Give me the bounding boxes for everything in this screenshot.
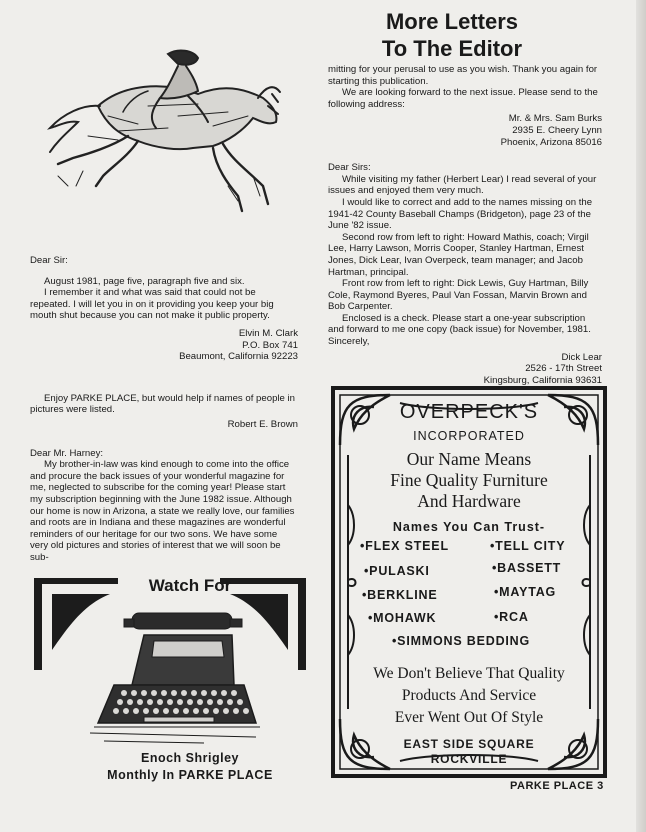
page-title-line2: To The Editor	[381, 36, 523, 61]
burks-signature-name: Mr. & Mrs. Sam Burks	[508, 113, 602, 125]
ad-quote-line1: We Don't Believe That Quality	[373, 665, 565, 682]
page-title	[330, 8, 574, 62]
clark-signature-address2: Beaumont, California 92223	[179, 351, 298, 363]
burks-paragraph-1: My brother-in-law was kind enough to come into the office and procure the back issues of your wonderful magazine for me, neglected to subscribe for the coming year! Please start my subscription beginning with the June 1982 issue. Although our home is now in Arizona, a state we really love, our families and roots are in Indiana and these magazines are wonderful reminders of our heritage for our two sons. We have some very old pictures and stories of interest that we will soon be sub-	[30, 459, 295, 563]
typewriter-illustration	[84, 605, 260, 747]
brand-item: •FLEX STEEL	[360, 539, 449, 553]
ad-address-line1: EAST SIDE SQUARE	[403, 737, 535, 751]
page-edge-shadow	[636, 0, 646, 832]
lear-signature-address2: Kingsburg, California 93631	[483, 374, 602, 386]
brand-item: •MOHAWK	[368, 611, 437, 625]
lear-signature-name: Dick Lear	[561, 351, 602, 363]
ad-slogan	[330, 449, 608, 512]
left-column	[30, 255, 298, 563]
brand-item: •MAYTAG	[494, 585, 557, 599]
page-title-line1: More Letters	[385, 9, 519, 34]
ad-address-line2: ROCKVILLE	[430, 752, 508, 766]
ad-slogan-line1: Our Name Means	[406, 449, 532, 469]
burks-signature-address1: 2935 E. Cheery Lynn	[512, 124, 602, 136]
lear-paragraph-2: I would like to correct and add to the names missing on the 1941-42 County Baseball Champs (Bridgeton), page 23 of the June '82 issue.	[328, 196, 593, 232]
ad-quote-line3: Ever Went Out Of Style	[394, 709, 544, 726]
right-column	[328, 64, 602, 386]
ad-company-name: OVERPECK'S	[399, 401, 539, 423]
ad-slogan-line2: Fine Quality Furniture	[390, 470, 548, 490]
ad-names-you-can-trust: Names You Can Trust-	[392, 520, 546, 534]
burks-paragraph-2: We are looking forward to the next issue. Please send to the following address:	[328, 87, 598, 110]
burks-paragraph-cont: mitting for your perusal to use as you wish. Thank you again for starting this publication.	[328, 64, 598, 87]
clark-paragraph-1: August 1981, page five, paragraph five and six.	[44, 275, 245, 287]
watch-for-name: Enoch Shrigley	[141, 751, 239, 765]
watch-for-title: Watch For	[148, 576, 232, 595]
ad-quote-line2: Products And Service	[401, 687, 537, 704]
burks-signature-address2: Phoenix, Arizona 85016	[500, 136, 602, 148]
lear-paragraph-1: While visiting my father (Herbert Lear) I read several of your issues and enjoyed them very much.	[328, 173, 597, 197]
ad-address	[330, 737, 608, 767]
overpecks-advertisement	[330, 385, 608, 779]
lear-paragraph-4: Front row from left to right: Dick Lewis, Guy Hartman, Billy Cole, Raymond Byeres, Paul Van Fossan, Marvin Brown and Bob Carpenter.	[328, 278, 589, 313]
brand-item: •BASSETT	[492, 561, 562, 575]
brown-signature-name: Robert E. Brown	[227, 418, 298, 430]
burks-salutation: Dear Mr. Harney:	[30, 447, 104, 459]
ad-incorporated: INCORPORATED	[413, 429, 525, 443]
watch-for-monthly: Monthly In PARKE PLACE	[107, 768, 273, 782]
clark-paragraph-2: I remember it and what was said that could not be repeated. I will let you in on it providing you keep your big mouth shut because you can not make it public property.	[30, 287, 274, 322]
horse-rider-illustration	[28, 36, 298, 221]
brand-item: •PULASKI	[364, 564, 430, 578]
clark-signature-address1: P.O. Box 741	[242, 339, 298, 351]
brand-item: •BERKLINE	[362, 588, 438, 602]
ad-slogan-line3: And Hardware	[417, 491, 521, 511]
clark-salutation: Dear Sir:	[30, 255, 68, 266]
lear-salutation: Dear Sirs:	[328, 162, 371, 174]
page-footer: PARKE PLACE 3	[510, 780, 604, 792]
brand-item: •TELL CITY	[490, 539, 566, 553]
lear-signature-address1: 2526 - 17th Street	[525, 363, 602, 375]
lear-paragraph-3: Second row from left to right: Howard Mathis, coach; Virgil Lee, Harry Lawson, Morris Cooper, Stanley Hartman, Ernest Jones, Dick Lear, Ivan Overpeck, team manager; and Jacob Hartman, principal.	[328, 231, 589, 278]
brand-item: •RCA	[494, 610, 529, 624]
lear-paragraph-5: Enclosed is a check. Please start a one-year subscription and forward to me one copy (back issue) for November, 1981. Sincerely,	[328, 312, 591, 348]
ad-quote	[330, 663, 608, 729]
clark-signature-name: Elvin M. Clark	[238, 327, 298, 339]
brown-paragraph: Enjoy PARKE PLACE, but would help if names of people in pictures were listed.	[30, 392, 296, 416]
brand-item: •SIMMONS BEDDING	[392, 634, 531, 648]
